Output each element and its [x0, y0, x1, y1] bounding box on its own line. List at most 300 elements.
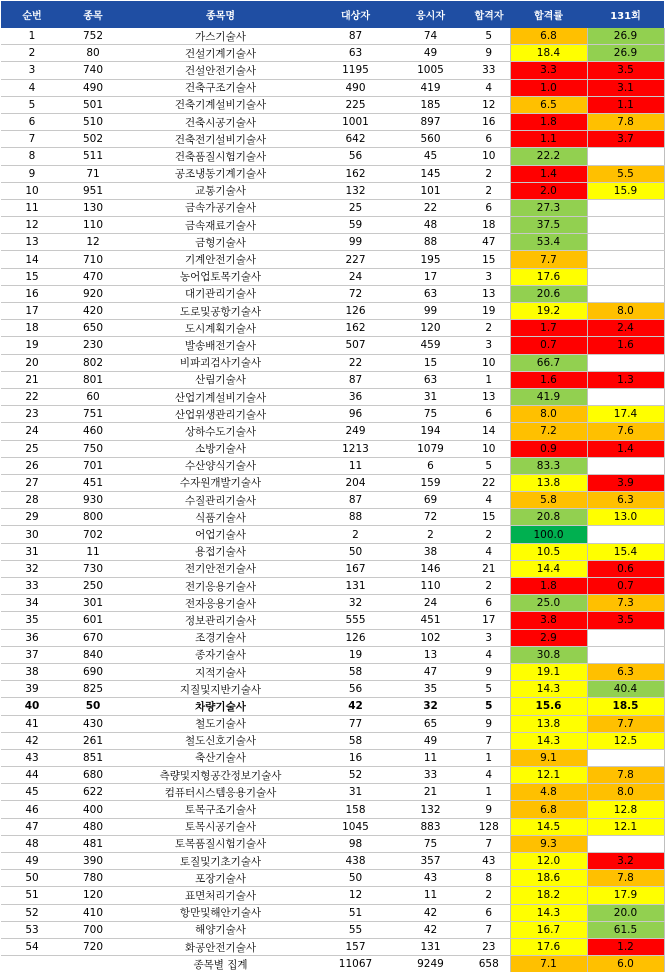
row-131: 8.0 — [587, 303, 664, 320]
row-passed: 5 — [468, 28, 510, 45]
table-row — [1, 45, 664, 62]
row-131: 26.9 — [587, 28, 664, 45]
row-passed: 128 — [468, 818, 510, 835]
row-name: 축산기술사 — [123, 749, 318, 766]
table-row — [1, 938, 664, 955]
row-target: 58 — [318, 663, 393, 680]
row-no: 34 — [1, 595, 63, 612]
row-code: 60 — [63, 388, 123, 405]
table-row — [1, 474, 664, 491]
row-passed: 3 — [468, 337, 510, 354]
table-row — [1, 251, 664, 268]
row-pass-rate: 14.3 — [510, 732, 587, 749]
row-no: 50 — [1, 870, 63, 887]
row-name: 컴퓨터시스템응용기술사 — [123, 784, 318, 801]
row-pass-rate: 14.3 — [510, 904, 587, 921]
row-passed: 3 — [468, 629, 510, 646]
row-applicants: 63 — [393, 371, 468, 388]
row-pass-rate: 1.0 — [510, 79, 587, 96]
row-name: 토목구조기술사 — [123, 801, 318, 818]
table-row — [1, 560, 664, 577]
row-name: 해양기술사 — [123, 921, 318, 938]
row-applicants: 35 — [393, 681, 468, 698]
row-131 — [587, 251, 664, 268]
table-row — [1, 595, 664, 612]
header-name: 종목명 — [123, 1, 318, 28]
row-name: 가스기술사 — [123, 28, 318, 45]
row-pass-rate: 14.3 — [510, 681, 587, 698]
row-applicants: 1079 — [393, 440, 468, 457]
row-passed: 4 — [468, 79, 510, 96]
table-row — [1, 28, 664, 45]
row-pass-rate: 9.3 — [510, 835, 587, 852]
row-name: 수자원개발기술사 — [123, 474, 318, 491]
row-131: 3.5 — [587, 62, 664, 79]
row-applicants: 24 — [393, 595, 468, 612]
row-applicants: 88 — [393, 234, 468, 251]
row-no: 8 — [1, 148, 63, 165]
total-131: 6.0 — [587, 956, 664, 972]
table-row — [1, 165, 664, 182]
table-row — [1, 784, 664, 801]
row-pass-rate: 7.7 — [510, 251, 587, 268]
table-row — [1, 234, 664, 251]
row-name: 기계안전기술사 — [123, 251, 318, 268]
row-name: 전기안전기술사 — [123, 560, 318, 577]
row-131: 7.3 — [587, 595, 664, 612]
row-name: 금속재료기술사 — [123, 217, 318, 234]
row-passed: 5 — [468, 457, 510, 474]
row-pass-rate: 13.8 — [510, 474, 587, 491]
row-no: 36 — [1, 629, 63, 646]
row-pass-rate: 12.0 — [510, 853, 587, 870]
row-passed: 10 — [468, 354, 510, 371]
row-name: 토목시공기술사 — [123, 818, 318, 835]
row-target: 22 — [318, 354, 393, 371]
row-131: 6.3 — [587, 492, 664, 509]
row-applicants: 185 — [393, 96, 468, 113]
header-no: 순번 — [1, 1, 63, 28]
header-pass-rate: 합격률 — [510, 1, 587, 28]
row-131 — [587, 148, 664, 165]
table-row — [1, 320, 664, 337]
row-passed: 3 — [468, 268, 510, 285]
row-131: 7.6 — [587, 423, 664, 440]
row-passed: 13 — [468, 388, 510, 405]
row-target: 99 — [318, 234, 393, 251]
row-name: 수질관리기술사 — [123, 492, 318, 509]
table-row — [1, 646, 664, 663]
row-pass-rate: 4.8 — [510, 784, 587, 801]
row-code: 752 — [63, 28, 123, 45]
row-code: 740 — [63, 62, 123, 79]
row-target: 131 — [318, 578, 393, 595]
row-no: 45 — [1, 784, 63, 801]
table-row — [1, 62, 664, 79]
row-pass-rate: 1.1 — [510, 131, 587, 148]
table-row — [1, 182, 664, 199]
row-name: 발송배전기술사 — [123, 337, 318, 354]
row-code: 920 — [63, 285, 123, 302]
row-code: 702 — [63, 526, 123, 543]
row-target: 59 — [318, 217, 393, 234]
row-passed: 7 — [468, 732, 510, 749]
row-name: 수산양식기술사 — [123, 457, 318, 474]
row-code: 410 — [63, 904, 123, 921]
row-131 — [587, 629, 664, 646]
row-131 — [587, 749, 664, 766]
row-131 — [587, 388, 664, 405]
table-row — [1, 96, 664, 113]
row-passed: 15 — [468, 251, 510, 268]
header-passed: 합격자 — [468, 1, 510, 28]
row-131 — [587, 354, 664, 371]
table-row — [1, 509, 664, 526]
row-target: 1001 — [318, 113, 393, 130]
row-no: 12 — [1, 217, 63, 234]
row-no: 20 — [1, 354, 63, 371]
row-no: 6 — [1, 113, 63, 130]
row-131: 7.8 — [587, 870, 664, 887]
row-pass-rate: 17.6 — [510, 268, 587, 285]
header-row — [1, 1, 664, 28]
row-name: 도시계획기술사 — [123, 320, 318, 337]
row-code: 250 — [63, 578, 123, 595]
row-pass-rate: 37.5 — [510, 217, 587, 234]
row-applicants: 194 — [393, 423, 468, 440]
row-passed: 6 — [468, 199, 510, 216]
table-row — [1, 767, 664, 784]
row-applicants: 159 — [393, 474, 468, 491]
row-passed: 2 — [468, 578, 510, 595]
row-no: 27 — [1, 474, 63, 491]
row-pass-rate: 25.0 — [510, 595, 587, 612]
row-code: 690 — [63, 663, 123, 680]
row-no: 13 — [1, 234, 63, 251]
row-pass-rate: 66.7 — [510, 354, 587, 371]
row-passed: 6 — [468, 406, 510, 423]
row-no: 4 — [1, 79, 63, 96]
row-131: 3.5 — [587, 612, 664, 629]
row-applicants: 101 — [393, 182, 468, 199]
row-code: 510 — [63, 113, 123, 130]
row-no: 39 — [1, 681, 63, 698]
row-pass-rate: 2.9 — [510, 629, 587, 646]
row-name: 건설기계기술사 — [123, 45, 318, 62]
row-passed: 9 — [468, 715, 510, 732]
row-passed: 22 — [468, 474, 510, 491]
row-target: 24 — [318, 268, 393, 285]
row-code: 481 — [63, 835, 123, 852]
row-applicants: 132 — [393, 801, 468, 818]
row-131: 15.9 — [587, 182, 664, 199]
row-pass-rate: 10.5 — [510, 543, 587, 560]
row-no: 42 — [1, 732, 63, 749]
row-no: 48 — [1, 835, 63, 852]
row-code: 710 — [63, 251, 123, 268]
header-applicants: 응시자 — [393, 1, 468, 28]
row-applicants: 560 — [393, 131, 468, 148]
row-pass-rate: 3.3 — [510, 62, 587, 79]
table-row — [1, 681, 664, 698]
table-row — [1, 423, 664, 440]
table-row — [1, 354, 664, 371]
row-name: 측량및지형공간정보기술사 — [123, 767, 318, 784]
row-pass-rate: 7.2 — [510, 423, 587, 440]
row-name: 교통기술사 — [123, 182, 318, 199]
row-code: 930 — [63, 492, 123, 509]
row-pass-rate: 6.5 — [510, 96, 587, 113]
row-pass-rate: 5.8 — [510, 492, 587, 509]
row-name: 차량기술사 — [123, 698, 318, 715]
row-name: 건축구조기술사 — [123, 79, 318, 96]
row-passed: 10 — [468, 148, 510, 165]
row-applicants: 65 — [393, 715, 468, 732]
row-code: 390 — [63, 853, 123, 870]
row-target: 16 — [318, 749, 393, 766]
row-131: 3.9 — [587, 474, 664, 491]
row-131: 1.3 — [587, 371, 664, 388]
row-no: 35 — [1, 612, 63, 629]
row-code: 801 — [63, 371, 123, 388]
row-passed: 5 — [468, 698, 510, 715]
row-name: 포장기술사 — [123, 870, 318, 887]
row-code: 601 — [63, 612, 123, 629]
table-row — [1, 371, 664, 388]
row-applicants: 99 — [393, 303, 468, 320]
row-pass-rate: 0.7 — [510, 337, 587, 354]
table-row — [1, 113, 664, 130]
row-no: 47 — [1, 818, 63, 835]
row-passed: 2 — [468, 526, 510, 543]
row-code: 400 — [63, 801, 123, 818]
row-applicants: 42 — [393, 921, 468, 938]
row-applicants: 48 — [393, 217, 468, 234]
row-applicants: 74 — [393, 28, 468, 45]
row-no: 2 — [1, 45, 63, 62]
row-131 — [587, 234, 664, 251]
header-target: 대상자 — [318, 1, 393, 28]
row-131: 12.5 — [587, 732, 664, 749]
row-target: 2 — [318, 526, 393, 543]
row-passed: 10 — [468, 440, 510, 457]
total-blank-1 — [1, 956, 63, 972]
row-target: 507 — [318, 337, 393, 354]
row-name: 전기응용기술사 — [123, 578, 318, 595]
table-row — [1, 217, 664, 234]
row-name: 공조냉동기계기술사 — [123, 165, 318, 182]
row-passed: 2 — [468, 320, 510, 337]
row-target: 98 — [318, 835, 393, 852]
row-applicants: 451 — [393, 612, 468, 629]
row-no: 54 — [1, 938, 63, 955]
row-applicants: 13 — [393, 646, 468, 663]
row-no: 41 — [1, 715, 63, 732]
row-code: 501 — [63, 96, 123, 113]
row-code: 430 — [63, 715, 123, 732]
row-131: 2.4 — [587, 320, 664, 337]
row-pass-rate: 15.6 — [510, 698, 587, 715]
row-name: 농어업토목기술사 — [123, 268, 318, 285]
row-code: 480 — [63, 818, 123, 835]
row-target: 11 — [318, 457, 393, 474]
row-131 — [587, 199, 664, 216]
row-code: 751 — [63, 406, 123, 423]
row-target: 52 — [318, 767, 393, 784]
row-no: 33 — [1, 578, 63, 595]
row-applicants: 145 — [393, 165, 468, 182]
row-pass-rate: 20.8 — [510, 509, 587, 526]
row-131: 20.0 — [587, 904, 664, 921]
row-code: 701 — [63, 457, 123, 474]
row-name: 금형기술사 — [123, 234, 318, 251]
row-code: 800 — [63, 509, 123, 526]
row-131: 15.4 — [587, 543, 664, 560]
row-target: 32 — [318, 595, 393, 612]
row-no: 15 — [1, 268, 63, 285]
row-131: 26.9 — [587, 45, 664, 62]
table-row — [1, 337, 664, 354]
row-131: 1.6 — [587, 337, 664, 354]
row-pass-rate: 18.6 — [510, 870, 587, 887]
row-name: 상하수도기술사 — [123, 423, 318, 440]
row-target: 555 — [318, 612, 393, 629]
row-131: 13.0 — [587, 509, 664, 526]
row-applicants: 357 — [393, 853, 468, 870]
row-code: 12 — [63, 234, 123, 251]
row-pass-rate: 1.8 — [510, 578, 587, 595]
row-target: 31 — [318, 784, 393, 801]
row-passed: 15 — [468, 509, 510, 526]
row-target: 87 — [318, 28, 393, 45]
row-pass-rate: 83.3 — [510, 457, 587, 474]
row-pass-rate: 0.9 — [510, 440, 587, 457]
table-row — [1, 818, 664, 835]
table-row — [1, 715, 664, 732]
row-passed: 43 — [468, 853, 510, 870]
row-applicants: 49 — [393, 732, 468, 749]
row-passed: 9 — [468, 663, 510, 680]
row-code: 670 — [63, 629, 123, 646]
row-target: 56 — [318, 148, 393, 165]
row-target: 96 — [318, 406, 393, 423]
row-target: 77 — [318, 715, 393, 732]
row-code: 50 — [63, 698, 123, 715]
row-no: 14 — [1, 251, 63, 268]
row-target: 438 — [318, 853, 393, 870]
row-no: 18 — [1, 320, 63, 337]
table-row — [1, 303, 664, 320]
row-no: 28 — [1, 492, 63, 509]
table-row — [1, 732, 664, 749]
row-applicants: 2 — [393, 526, 468, 543]
row-passed: 1 — [468, 749, 510, 766]
row-passed: 1 — [468, 784, 510, 801]
row-name: 비파괴검사기술사 — [123, 354, 318, 371]
row-target: 642 — [318, 131, 393, 148]
row-passed: 9 — [468, 801, 510, 818]
row-pass-rate: 2.0 — [510, 182, 587, 199]
row-applicants: 21 — [393, 784, 468, 801]
row-131: 12.8 — [587, 801, 664, 818]
row-pass-rate: 12.1 — [510, 767, 587, 784]
row-name: 지적기술사 — [123, 663, 318, 680]
row-name: 식품기술사 — [123, 509, 318, 526]
table-row — [1, 801, 664, 818]
row-name: 건축시공기술사 — [123, 113, 318, 130]
row-no: 11 — [1, 199, 63, 216]
row-target: 126 — [318, 629, 393, 646]
row-pass-rate: 18.2 — [510, 887, 587, 904]
table-row — [1, 578, 664, 595]
row-code: 750 — [63, 440, 123, 457]
row-no: 51 — [1, 887, 63, 904]
row-passed: 33 — [468, 62, 510, 79]
row-code: 511 — [63, 148, 123, 165]
row-applicants: 11 — [393, 887, 468, 904]
table-row — [1, 268, 664, 285]
row-name: 건설안전기술사 — [123, 62, 318, 79]
row-applicants: 69 — [393, 492, 468, 509]
row-name: 산업기계설비기술사 — [123, 388, 318, 405]
row-applicants: 38 — [393, 543, 468, 560]
row-code: 780 — [63, 870, 123, 887]
row-pass-rate: 6.8 — [510, 801, 587, 818]
row-target: 162 — [318, 165, 393, 182]
row-target: 36 — [318, 388, 393, 405]
total-row — [1, 956, 664, 972]
row-passed: 6 — [468, 131, 510, 148]
table-row — [1, 492, 664, 509]
row-applicants: 883 — [393, 818, 468, 835]
row-131: 17.4 — [587, 406, 664, 423]
row-applicants: 49 — [393, 45, 468, 62]
row-applicants: 419 — [393, 79, 468, 96]
row-131: 1.4 — [587, 440, 664, 457]
row-target: 157 — [318, 938, 393, 955]
row-no: 53 — [1, 921, 63, 938]
row-name: 건축전기설비기술사 — [123, 131, 318, 148]
row-code: 502 — [63, 131, 123, 148]
row-code: 840 — [63, 646, 123, 663]
row-name: 종자기술사 — [123, 646, 318, 663]
row-name: 산업위생관리기술사 — [123, 406, 318, 423]
row-passed: 2 — [468, 887, 510, 904]
row-applicants: 17 — [393, 268, 468, 285]
row-applicants: 32 — [393, 698, 468, 715]
row-passed: 17 — [468, 612, 510, 629]
row-code: 851 — [63, 749, 123, 766]
row-applicants: 63 — [393, 285, 468, 302]
row-pass-rate: 14.5 — [510, 818, 587, 835]
row-target: 42 — [318, 698, 393, 715]
row-applicants: 47 — [393, 663, 468, 680]
row-no: 21 — [1, 371, 63, 388]
row-name: 토질및기초기술사 — [123, 853, 318, 870]
row-code: 420 — [63, 303, 123, 320]
row-target: 1045 — [318, 818, 393, 835]
row-code: 470 — [63, 268, 123, 285]
row-131: 3.2 — [587, 853, 664, 870]
row-target: 72 — [318, 285, 393, 302]
row-passed: 18 — [468, 217, 510, 234]
total-target: 11067 — [338, 958, 373, 971]
exam-results-table — [1, 1, 665, 972]
row-target: 225 — [318, 96, 393, 113]
row-code: 130 — [63, 199, 123, 216]
row-131 — [587, 217, 664, 234]
row-passed: 19 — [468, 303, 510, 320]
